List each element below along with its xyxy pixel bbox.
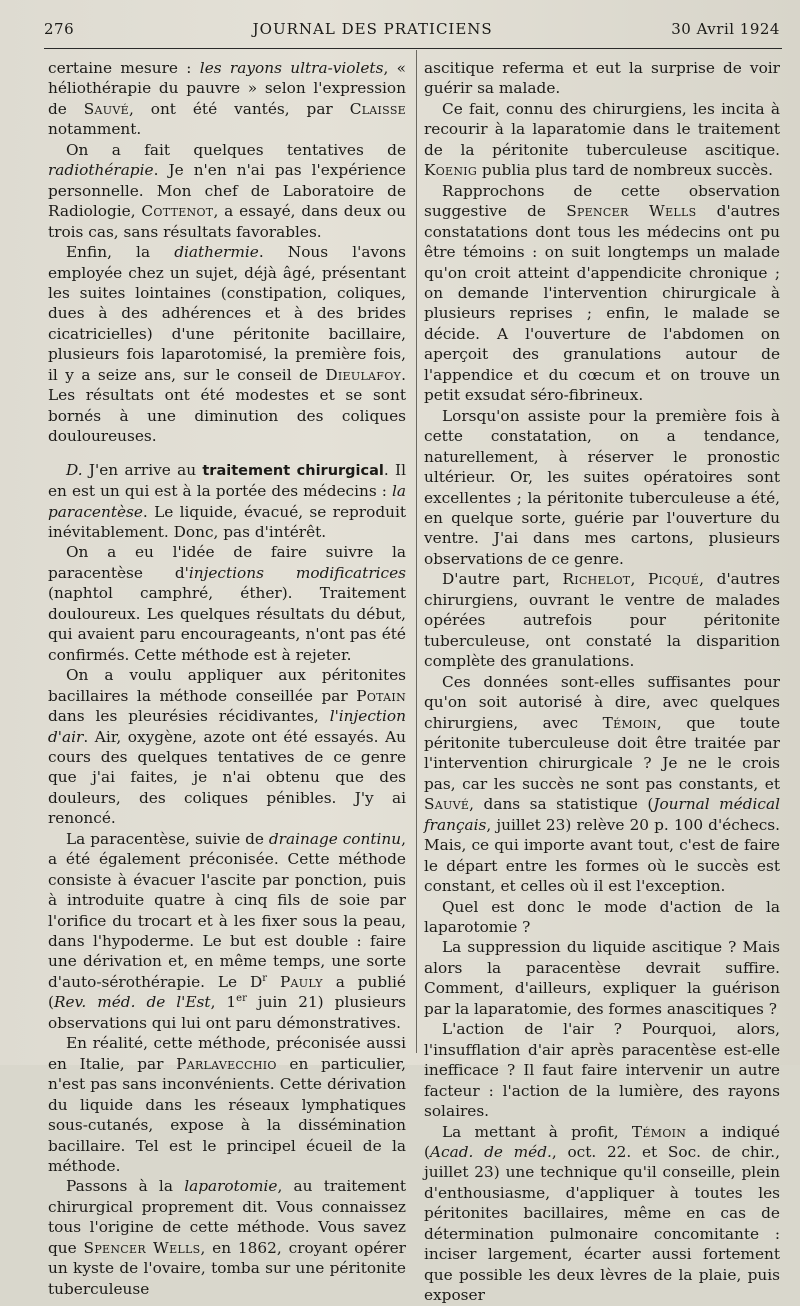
- text-run-sc: Parlavecchio: [176, 1054, 277, 1073]
- text-run-sup: r: [262, 972, 268, 984]
- text-run: , ont été vantés, par: [128, 99, 350, 118]
- paragraph: [48, 242, 406, 447]
- text-run: On a voulu appliquer aux péritonites bacillaires la méthode conseillée par: [48, 666, 406, 705]
- text-run-sup: er: [236, 993, 247, 1005]
- text-run-sc: Témoin: [602, 713, 657, 732]
- text-run: . Air, oxygène, azote ont été essayés. Au cours des quelques tentatives de ce genre que j'ai faites, je n'ai obtenu que des douleurs, des coliques pénibles. J'y ai renoncé.: [48, 727, 406, 828]
- text-run-it: D.: [66, 460, 83, 479]
- text-run: d'autres constatations dont tous les médecins ont pu être témoins : on suit longtemps un malade qu'on croit atteint d'appendicite chronique ; on demande l'intervention chirurgicale à plusieurs reprises ; enfin, le malade se décide. A l'ouverture de l'abdomen on aperçoit des granulations autour de l'appendice et du cœcum et on trouve un petit exsudat séro-fibrineux.: [424, 202, 780, 405]
- text-run: (naphtol camphré, éther). Traitement douloureux. Les quelques résultats du début, qui avaient paru encourageants, n'ont pas été confirmés. Cette méthode est à rejeter.: [48, 584, 406, 664]
- page-header: [44, 18, 780, 40]
- paragraph: [48, 140, 406, 242]
- text-run: certaine mesure :: [48, 59, 200, 77]
- text-run: juin 21) plusieurs observations qui lui ont paru démonstratives.: [48, 993, 406, 1032]
- paragraph: [424, 406, 780, 570]
- text-run: En réalité, cette méthode, préconisée aussi en Italie, par: [48, 1034, 406, 1073]
- text-run: . Je n'en n'ai pas l'expérience personnelle. Mon chef de Laboratoire de Radiologie,: [48, 161, 406, 221]
- text-run: notamment.: [48, 120, 142, 139]
- paragraph: [424, 1019, 780, 1121]
- paragraph: [424, 99, 780, 181]
- text-run: a indiqué (: [424, 1122, 780, 1162]
- text-run: On a eu l'idée de faire suivre la paracentèse d': [48, 543, 406, 582]
- text-run: La suppression du liquide ascitique ? Mais alors la paracentèse devrait suffire. Comment, d'ailleurs, expliquer la guérison par la laparatomie, des formes anascitiques ?: [424, 938, 780, 1018]
- text-run: en particulier, n'est pas sans inconvénients. Cette dérivation du liquide dans les réseaux lymphatiques sous-cutanés, expose à la dissémination bacillaire. Tel est le principel écueil de la méthode.: [48, 1054, 406, 1176]
- text-run: Rapprochons de cette observation suggestive de: [424, 181, 780, 221]
- text-run-sc: Potain: [356, 686, 406, 705]
- paragraph: [48, 665, 406, 829]
- text-run: ascitique referma et eut la surprise de voir guérir sa malade.: [424, 59, 780, 98]
- text-run: , a été également préconisée. Cette méthode consiste à évacuer l'ascite par ponction, puis à introduite quatre à cinq fils de soie par l'orifice du trocart et à les fixer sous la peau, dans l'hypoderme. Le but est double : faire une dérivation et, en même temps, une sorte d'auto-sérothérapie. Le D: [48, 829, 406, 991]
- text-run-it: injections modificatrices: [188, 563, 406, 582]
- header-rule: [44, 48, 782, 49]
- paragraph: [424, 672, 780, 897]
- text-run: La paracentèse, suivie de: [66, 829, 269, 848]
- text-run: , au traitement chirurgical proprement dit. Vous connaissez tous l'origine de cette méthode. Vous savez que: [48, 1177, 406, 1257]
- text-run: Enfin, la: [66, 243, 175, 262]
- text-run: [267, 973, 280, 991]
- left-column: [48, 58, 406, 1299]
- text-run-it: laparotomie: [184, 1177, 278, 1196]
- right-column: [424, 58, 780, 1306]
- text-run-sc: Cottenot: [141, 202, 214, 221]
- text-run: Lorsqu'on assiste pour la première fois à cette constatation, on a tendance, naturellement, à réserver le pronostic ultérieur. Or, les suites opératoires sont excellentes ; la péritonite tuberculeuse a été, en quelque sorte, guérie par l'ouverture du ventre. J'ai dans mes cartons, plusieurs observations de ce genre.: [424, 406, 780, 568]
- text-run-it: Acad. de méd.: [429, 1143, 552, 1162]
- paragraph: [48, 58, 406, 140]
- text-run: , juillet 23) relève 20 p. 100 d'échecs. Mais, ce qui importe avant tout, c'est de faire le départ entre les formes où le succès est constant, et celles où il est l'exception.: [424, 815, 780, 896]
- text-run-sc: Témoin: [631, 1122, 687, 1141]
- text-run-sc: Sauvé: [83, 99, 129, 118]
- text-run: D'autre part,: [442, 570, 563, 589]
- text-run: L'action de l'air ? Pourquoi, alors, l'insufflation d'air après paracentèse est-elle inefficace ? Il faut faire intervenir un autre facteur : l'action de la lumière, des rayons solaires.: [424, 1020, 780, 1121]
- paragraph: [48, 1033, 406, 1176]
- text-run: , oct. 22. et Soc. de chir., juillet 23) une technique qu'il conseille, plein d'enthousiasme, d'appliquer à toutes les péritonites bacillaires, même en cas de détermination pulmonaire concomitante : inciser largement, écarter aussi fortement que possible les deux lèvres de la plaie, puis exposer: [424, 1143, 780, 1305]
- text-run-sc: Spencer Wells: [566, 202, 697, 221]
- paragraph: [424, 569, 780, 671]
- text-run: J'en arrive au: [82, 460, 203, 479]
- paragraph: [424, 937, 780, 1019]
- text-run: Ce fait, connu des chirurgiens, les incita à recourir à la laparatomie dans le traitement de la péritonite tuberculeuse ascitique.: [424, 99, 780, 159]
- text-run: . Nous l'avons employée chez un sujet, déjà âgé, présentant les suites lointaines (constipation, coliques, dues à des adhérences et à des brides cicatricielles) d'une péritonite bacillaire, plusieurs fois laparotomisé, la première fois, il y a seize ans, sur le conseil de: [48, 243, 406, 384]
- text-run: Passons à la: [66, 1177, 185, 1196]
- paragraph: [424, 181, 780, 406]
- text-run: , « héliothérapie du pauvre » selon l'expression de: [48, 59, 406, 118]
- text-run-it: les rayons ultra-violets: [199, 59, 384, 77]
- text-run: , d'autres chirurgiens, ouvrant le ventre de malades opérées autrefois pour péritonite tuberculeuse, ont constaté la disparition complète des granulations.: [424, 570, 780, 671]
- paragraph: [424, 1122, 780, 1306]
- text-run: ,: [630, 570, 648, 589]
- text-run-b: traitement chirurgical: [202, 462, 384, 479]
- text-run-it: la paracentèse: [48, 482, 406, 521]
- paragraph: [48, 542, 406, 665]
- text-run-sc: Richelot: [562, 570, 631, 589]
- text-run-it: Journal médical français: [424, 795, 780, 834]
- text-run: , 1: [210, 993, 237, 1012]
- page-number: 276: [44, 20, 75, 38]
- issue-date: 30 Avril 1924: [671, 20, 780, 38]
- text-run-sc: Claisse: [349, 99, 406, 118]
- text-run: , dans sa statistique (: [469, 795, 654, 814]
- text-run: La mettant à profit,: [442, 1122, 632, 1141]
- text-run-sc: Koenig: [424, 161, 478, 180]
- paragraph: [48, 1176, 406, 1299]
- text-run: On a fait quelques tentatives de: [66, 140, 406, 159]
- text-run: , que toute péritonite tuberculeuse doit être traitée par l'intervention chirurgicale ? Je ne le crois pas, car les succès ne sont pas constants, et: [424, 713, 780, 793]
- text-run: , a essayé, dans deux ou trois cas, sans résultats favorables.: [48, 202, 406, 241]
- text-run-it: radiothérapie: [48, 161, 154, 180]
- column-divider: [416, 50, 417, 1053]
- text-run-sc: Dieulafoy: [325, 365, 402, 384]
- text-run-it: Rev. méd. de l'Est: [53, 993, 211, 1012]
- paragraph: [48, 829, 406, 1034]
- text-run: dans les pleurésies récidivantes,: [48, 707, 330, 726]
- text-run-sc: Picqué: [647, 570, 700, 589]
- text-run: publia plus tard de nombreux succès.: [477, 161, 773, 180]
- paragraph: [424, 58, 780, 99]
- text-run-sc: Sauvé: [424, 795, 470, 814]
- text-run-it: l'injection d'air: [48, 707, 406, 746]
- text-run: . Il en est un qui est à la portée des médecins :: [48, 460, 406, 501]
- text-run: . Le liquide, évacué, se reproduit inévitablement. Donc, pas d'intérêt.: [48, 502, 406, 541]
- text-run: , en 1862, croyant opérer un kyste de l'ovaire, tomba sur une péritonite tuberculeuse: [48, 1238, 406, 1298]
- paragraph: [424, 897, 780, 938]
- text-run-it: drainage continu: [268, 829, 402, 848]
- text-run-it: diathermie: [174, 243, 259, 262]
- text-run: Ces données sont-elles suffisantes pour qu'on soit autorisé à dire, avec quelques chirurgiens, avec: [424, 672, 780, 732]
- text-run: . Les résultats ont été modestes et se sont bornés à une diminution des coliques douloureuses.: [48, 365, 406, 446]
- text-run: a publié (: [48, 972, 406, 1012]
- journal-title: JOURNAL DES PRATICIENS: [252, 20, 493, 38]
- paragraph: [48, 460, 406, 543]
- text-run-sc: Spencer Wells: [83, 1238, 201, 1257]
- text-run-sc: Pauly: [279, 972, 323, 991]
- text-run: Quel est donc le mode d'action de la laparotomie ?: [424, 897, 780, 937]
